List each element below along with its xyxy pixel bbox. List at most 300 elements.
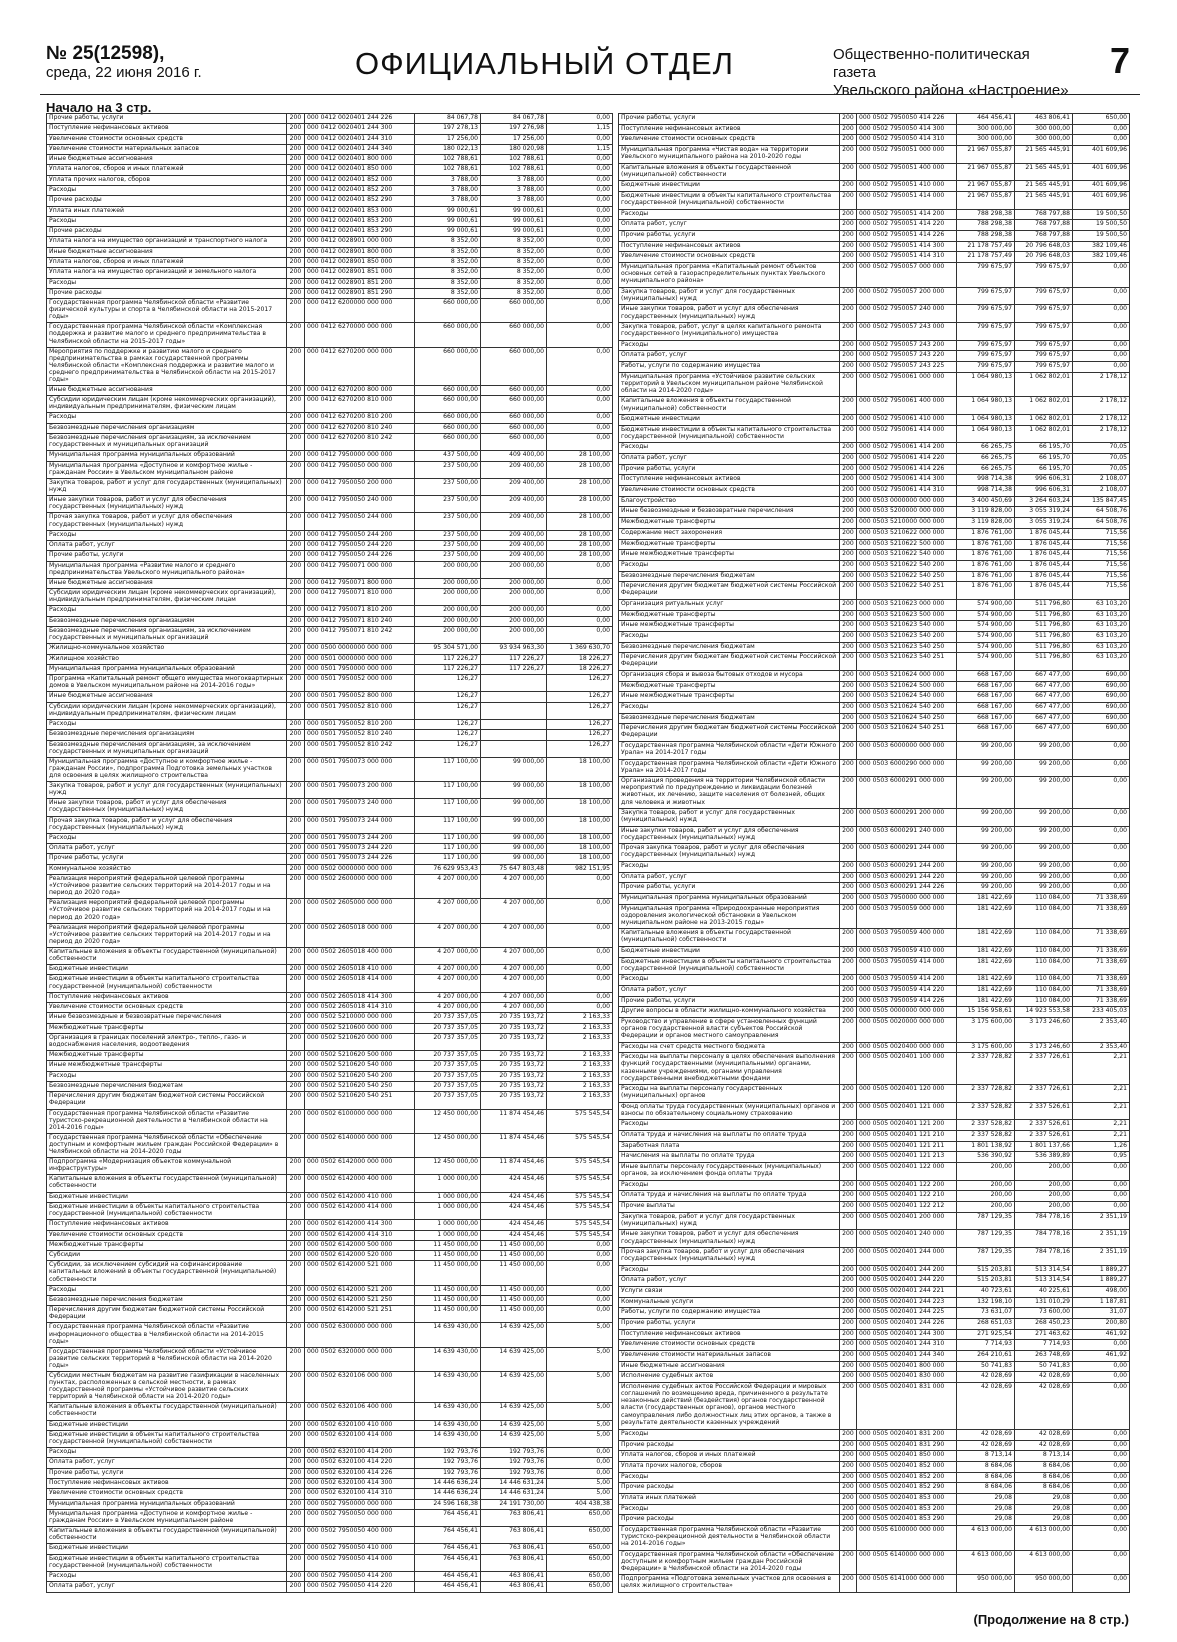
row-name: Уплата прочих налогов, сборов [619, 1461, 840, 1472]
row-kbk: 000 0503 5210623 540 200 [857, 631, 957, 642]
row-name: Оплата работ, услуг [619, 454, 840, 465]
row-executed: 660 000,00 [481, 299, 547, 323]
row-executed: 200,00 [1015, 1163, 1073, 1181]
row-name: Подпрограмма «Подготовка земельных участков для освоения в целях жилищного строительства» [619, 1575, 840, 1593]
row-unexecuted: 2 351,19 [1073, 1212, 1130, 1230]
row-code: 200 [287, 1023, 305, 1033]
row-name: Государственная программа Челябинской области «Устойчивое развитие сельских территорий в Челябинской области на 2014-2020 годы» [47, 1347, 287, 1371]
row-executed: 73 600,00 [1015, 1308, 1073, 1319]
table-row [619, 642, 1130, 653]
row-name: Безвозмездные перечисления организациям, за исключением государственных и муниципальных организаций [47, 626, 287, 643]
row-unexecuted: 0,00 [547, 434, 613, 451]
row-unexecuted: 28 100,00 [547, 461, 613, 478]
table-row [619, 1308, 1130, 1319]
row-approved: 4 613 000,00 [957, 1525, 1015, 1550]
row-executed: 763 806,41 [481, 1527, 547, 1544]
row-approved: 132 198,10 [957, 1297, 1015, 1308]
row-code: 200 [840, 883, 857, 894]
row-code: 200 [287, 478, 305, 495]
row-code: 200 [840, 1131, 857, 1142]
row-kbk: 000 0501 7950073 000 000 [305, 757, 415, 781]
row-executed: 17 256,00 [481, 134, 547, 144]
row-unexecuted: 650,00 [547, 1554, 613, 1571]
row-unexecuted: 28 100,00 [547, 513, 613, 530]
row-unexecuted: 0,00 [547, 413, 613, 423]
row-code: 200 [287, 947, 305, 964]
row-name: Безвозмездные перечисления организациям, за исключением государственных и муниципальных организаций [47, 740, 287, 757]
row-code: 200 [840, 1202, 857, 1213]
row-approved: 2 337 528,82 [957, 1131, 1015, 1142]
row-name: Прочие расходы [47, 196, 287, 206]
table-row [619, 397, 1130, 415]
row-kbk: 000 0505 6100000 000 000 [857, 1525, 957, 1550]
row-executed: 660 000,00 [481, 423, 547, 433]
row-name: Жилищное хозяйство [47, 654, 287, 664]
row-code: 200 [840, 1230, 857, 1248]
row-approved: 788 298,38 [957, 220, 1015, 231]
row-code: 200 [840, 893, 857, 904]
row-approved: 668 167,00 [957, 692, 1015, 703]
row-kbk: 000 0502 7950061 400 000 [857, 397, 957, 415]
table-row [47, 216, 613, 226]
row-approved: 660 000,00 [415, 299, 481, 323]
row-unexecuted: 63 103,20 [1073, 610, 1130, 621]
row-executed: 511 796,80 [1015, 599, 1073, 610]
row-code: 200 [840, 1515, 857, 1526]
row-name: Расходы [47, 1571, 287, 1581]
row-name: Расходы [47, 216, 287, 226]
row-unexecuted: 0,00 [1073, 844, 1130, 862]
table-row [619, 1131, 1130, 1142]
row-code: 200 [287, 1109, 305, 1133]
row-approved: 42 028,69 [957, 1383, 1015, 1430]
row-code: 200 [840, 653, 857, 671]
row-kbk: 000 0412 7950071 810 240 [305, 616, 415, 626]
table-row [619, 724, 1130, 742]
row-approved: 1 876 761,00 [957, 539, 1015, 550]
row-approved: 8 352,00 [415, 237, 481, 247]
row-approved: 14 639 430,00 [415, 1430, 481, 1447]
row-name: Иные межбюджетные трансферты [619, 692, 840, 703]
row-name: Прочие работы, услуги [47, 1468, 287, 1478]
row-approved: 4 207 000,00 [415, 975, 481, 992]
row-kbk: 000 0502 2605018 400 000 [305, 947, 415, 964]
row-approved: 40 723,61 [957, 1287, 1015, 1298]
table-row [47, 237, 613, 247]
row-name: Государственная программа Челябинской области «Развитие туристско-рекреационной деятельности в Челябинской области на 2014-2016 годы» [619, 1525, 840, 1550]
row-unexecuted: 2 163,33 [547, 1033, 613, 1050]
table-row [619, 1493, 1130, 1504]
table-row [47, 1071, 613, 1081]
row-name: Прочая закупка товаров, работ и услуг для обеспечения государственных (муниципальных) нужд [47, 513, 287, 530]
row-unexecuted: 0,00 [547, 561, 613, 578]
row-kbk: 000 0502 2600000 000 000 [305, 875, 415, 899]
row-approved: 14 639 430,00 [415, 1323, 481, 1347]
row-approved: 1 876 761,00 [957, 582, 1015, 600]
row-approved: 237 500,00 [415, 530, 481, 540]
row-code: 200 [840, 571, 857, 582]
table-row [619, 1340, 1130, 1351]
table-row [47, 1202, 613, 1219]
row-approved: 17 256,00 [415, 134, 481, 144]
row-approved: 788 298,38 [957, 209, 1015, 220]
row-executed: 14 446 631,24 [481, 1489, 547, 1499]
row-name: Прочие работы, услуги [619, 114, 840, 125]
row-unexecuted: 690,00 [1073, 724, 1130, 742]
table-row [47, 675, 613, 692]
row-executed: 1 876 045,44 [1015, 582, 1073, 600]
row-approved: 574 900,00 [957, 631, 1015, 642]
row-executed: 102 788,61 [481, 165, 547, 175]
row-executed: 784 778,16 [1015, 1248, 1073, 1266]
row-name: Бюджетные инвестиции в объекты капитального строительства государственной (муниципальной) собственности [47, 1430, 287, 1447]
row-kbk: 000 0502 2605018 410 000 [305, 965, 415, 975]
table-row [47, 385, 613, 395]
row-kbk: 000 0503 5210624 000 000 [857, 670, 957, 681]
row-executed: 99 000,61 [481, 227, 547, 237]
row-name: Иные закупки товаров, работ и услуг для обеспечения государственных (муниципальных) нужд [619, 1230, 840, 1248]
table-row [619, 415, 1130, 426]
row-code: 200 [287, 1251, 305, 1261]
row-approved: 799 675,97 [957, 287, 1015, 305]
table-row [47, 799, 613, 816]
row-executed: 11 450 000,00 [481, 1295, 547, 1305]
row-code: 200 [287, 1372, 305, 1403]
row-code: 200 [287, 1013, 305, 1023]
row-name: Поступление нефинансовых активов [47, 1479, 287, 1489]
row-name: Прочие работы, услуги [619, 464, 840, 475]
table-row [619, 1525, 1130, 1550]
row-code: 200 [287, 1071, 305, 1081]
row-approved: 14 639 430,00 [415, 1372, 481, 1403]
row-executed: 42 028,69 [1015, 1429, 1073, 1440]
row-unexecuted: 0,00 [547, 114, 613, 124]
row-code: 200 [287, 551, 305, 561]
row-executed: 3 173 246,60 [1015, 1018, 1073, 1043]
table-row [619, 946, 1130, 957]
row-name: Расходы [47, 278, 287, 288]
table-row [619, 1141, 1130, 1152]
row-unexecuted: 19 500,50 [1073, 220, 1130, 231]
row-name: Перечисления другим бюджетам бюджетной системы Российской Федерации [619, 653, 840, 671]
row-code: 200 [287, 1033, 305, 1050]
row-unexecuted: 715,56 [1073, 528, 1130, 539]
row-code: 200 [287, 589, 305, 606]
row-code: 200 [287, 1448, 305, 1458]
row-approved: 464 456,41 [415, 1582, 481, 1592]
row-kbk: 000 0412 6270200 810 200 [305, 413, 415, 423]
row-kbk: 000 0502 7950057 243 000 [857, 323, 957, 341]
row-executed: 667 477,00 [1015, 670, 1073, 681]
row-unexecuted: 0,00 [547, 323, 613, 347]
table-row [619, 582, 1130, 600]
table-row [47, 530, 613, 540]
table-row [47, 844, 613, 854]
row-code: 200 [840, 808, 857, 826]
table-row [47, 278, 613, 288]
row-unexecuted: 0,00 [547, 134, 613, 144]
row-kbk: 000 0502 7950061 414 310 [857, 486, 957, 497]
row-approved: 1 876 761,00 [957, 528, 1015, 539]
row-executed: 409 400,00 [481, 451, 547, 461]
row-unexecuted: 0,00 [1073, 263, 1130, 288]
row-name: Закупка товаров, работ и услуг для государственных (муниципальных) нужд [619, 808, 840, 826]
row-unexecuted: 690,00 [1073, 692, 1130, 703]
row-kbk: 000 0412 0020401 244 310 [305, 134, 415, 144]
row-code: 200 [840, 1102, 857, 1120]
row-unexecuted: 650,00 [547, 1527, 613, 1544]
row-code: 200 [840, 323, 857, 341]
row-kbk: 000 0505 0020401 830 000 [857, 1372, 957, 1383]
table-row [47, 1158, 613, 1175]
row-name: Поступление нефинансовых активов [47, 992, 287, 1002]
row-kbk: 000 0505 0020401 121 200 [857, 1120, 957, 1131]
row-approved: 271 925,54 [957, 1329, 1015, 1340]
row-kbk: 000 0505 0020401 244 310 [857, 1340, 957, 1351]
row-unexecuted: 650,00 [547, 1571, 613, 1581]
row-code: 200 [287, 1240, 305, 1250]
row-unexecuted: 126,27 [547, 702, 613, 719]
row-executed: 513 314,54 [1015, 1276, 1073, 1287]
row-kbk: 000 0502 7950050 414 000 [305, 1554, 415, 1571]
row-name: Расходы [619, 861, 840, 872]
row-approved: 99 200,00 [957, 826, 1015, 844]
row-unexecuted: 404 438,38 [547, 1499, 613, 1509]
row-unexecuted: 2 163,33 [547, 1061, 613, 1071]
table-row [47, 1261, 613, 1285]
row-name: Субсидии юридическим лицам (кроме некоммерческих организаций), индивидуальным предпринимателям, физическим лицам [47, 702, 287, 719]
row-code: 200 [840, 1248, 857, 1266]
row-unexecuted: 0,00 [547, 185, 613, 195]
row-approved: 50 741,83 [957, 1361, 1015, 1372]
row-executed: 784 778,16 [1015, 1230, 1073, 1248]
row-executed: 99 000,00 [481, 799, 547, 816]
table-row [47, 257, 613, 267]
row-kbk: 000 0502 7950061 414 200 [857, 443, 957, 454]
row-code: 200 [287, 541, 305, 551]
row-approved: 99 200,00 [957, 883, 1015, 894]
table-row [47, 185, 613, 195]
row-executed: 463 806,41 [481, 1582, 547, 1592]
row-executed: 209 400,00 [481, 496, 547, 513]
table-row [47, 965, 613, 975]
row-approved: 3 788,00 [415, 196, 481, 206]
row-approved: 181 422,69 [957, 904, 1015, 929]
table-row [47, 1306, 613, 1323]
row-approved: 668 167,00 [957, 724, 1015, 742]
row-executed [481, 692, 547, 702]
left-column [46, 113, 612, 1608]
row-code: 200 [287, 496, 305, 513]
table-row [619, 957, 1130, 975]
row-executed: 21 565 445,91 [1015, 163, 1073, 181]
row-code: 200 [287, 530, 305, 540]
row-code: 200 [840, 454, 857, 465]
row-executed: 1 062 802,01 [1015, 425, 1073, 443]
row-name: Государственная программа Челябинской области «Обеспечение доступным и комфортным жильем граждан Российской Федерации» в Челябинской области на 2014-2020 годы [47, 1133, 287, 1157]
row-kbk: 000 0412 7950050 240 000 [305, 496, 415, 513]
row-executed: 99 000,61 [481, 206, 547, 216]
row-kbk: 000 0503 5210624 500 000 [857, 681, 957, 692]
row-kbk: 000 0502 7950051 414 226 [857, 231, 957, 242]
row-code: 200 [287, 965, 305, 975]
row-approved: 126,27 [415, 702, 481, 719]
table-row [47, 606, 613, 616]
row-approved: 1 876 761,00 [957, 571, 1015, 582]
row-unexecuted: 0,00 [547, 247, 613, 257]
row-unexecuted: 0,00 [1073, 1483, 1130, 1494]
row-name: Межбюджетные трансферты [619, 539, 840, 550]
row-kbk: 000 0503 5210623 540 250 [857, 642, 957, 653]
row-name: Муниципальная программа муниципальных образований [47, 451, 287, 461]
row-code: 200 [840, 1297, 857, 1308]
row-code: 200 [287, 1554, 305, 1571]
table-row [47, 1295, 613, 1305]
table-row [619, 861, 1130, 872]
row-unexecuted: 0,00 [547, 227, 613, 237]
row-executed: 14 923 553,58 [1015, 1007, 1073, 1018]
row-code: 200 [287, 578, 305, 588]
right-column [618, 113, 1129, 1608]
row-unexecuted: 18 100,00 [547, 833, 613, 843]
row-executed: 200,00 [1015, 1180, 1073, 1191]
table-row [619, 539, 1130, 550]
row-unexecuted: 0,00 [547, 1458, 613, 1468]
row-executed [481, 730, 547, 740]
row-kbk: 000 0502 7950057 243 225 [857, 362, 957, 373]
row-code: 200 [287, 423, 305, 433]
row-kbk: 000 0502 6142000 521 251 [305, 1306, 415, 1323]
row-executed: 93 934 963,30 [481, 644, 547, 654]
row-name: Прочие расходы [619, 1515, 840, 1526]
table-row [47, 1458, 613, 1468]
row-name: Иные закупки товаров, работ и услуг для обеспечения государственных (муниципальных) нужд [47, 496, 287, 513]
row-kbk: 000 0505 0000000 000 000 [857, 1007, 957, 1018]
row-executed: 4 207 000,00 [481, 992, 547, 1002]
row-approved: 237 500,00 [415, 513, 481, 530]
row-executed: 4 207 000,00 [481, 947, 547, 964]
row-kbk: 000 0412 6270200 810 242 [305, 434, 415, 451]
row-approved: 181 422,69 [957, 957, 1015, 975]
row-executed: 131 010,29 [1015, 1297, 1073, 1308]
row-code: 200 [840, 713, 857, 724]
table-row [47, 1051, 613, 1061]
row-name: Реализация мероприятий федеральной целевой программы «Устойчивое развитие сельских территорий на 2014-2017 годы и на период до 2020 года» [47, 923, 287, 947]
row-code: 200 [840, 1525, 857, 1550]
row-executed: 20 735 193,72 [481, 1051, 547, 1061]
row-kbk: 000 0502 7950061 414 226 [857, 464, 957, 475]
row-kbk: 000 0503 6000291 244 226 [857, 883, 957, 894]
row-unexecuted: 2 108,07 [1073, 486, 1130, 497]
table-row [619, 844, 1130, 862]
row-unexecuted: 0,00 [1073, 135, 1130, 146]
row-name: Прочие работы, услуги [47, 551, 287, 561]
row-name: Безвозмездные перечисления организациям [47, 730, 287, 740]
row-code: 200 [840, 1383, 857, 1430]
row-kbk: 000 0505 0020401 850 000 [857, 1451, 957, 1462]
row-approved: 200,00 [957, 1180, 1015, 1191]
row-code: 200 [287, 1192, 305, 1202]
row-executed: 3 055 319,24 [1015, 507, 1073, 518]
row-kbk: 000 0505 0020401 831 200 [857, 1429, 957, 1440]
row-name: Перечисления другим бюджетам бюджетной системы Российской Федерации [619, 582, 840, 600]
row-kbk: 000 0412 7950050 200 000 [305, 478, 415, 495]
row-approved: 14 446 636,24 [415, 1489, 481, 1499]
row-executed: 99 000,00 [481, 854, 547, 864]
row-approved: 799 675,97 [957, 340, 1015, 351]
row-executed: 7 714,93 [1015, 1340, 1073, 1351]
row-code: 200 [840, 642, 857, 653]
row-code: 200 [840, 518, 857, 529]
row-kbk: 000 0502 7950057 243 220 [857, 351, 957, 362]
row-executed: 200 000,00 [481, 578, 547, 588]
paper-name-line2: Увельского района «Настроение» [833, 82, 1069, 99]
row-unexecuted: 650,00 [1073, 114, 1130, 125]
table-row [619, 560, 1130, 571]
row-kbk: 000 0502 7950050 414 300 [857, 124, 957, 135]
row-kbk: 000 0412 0020401 852 290 [305, 196, 415, 206]
row-kbk: 000 0412 0020401 244 300 [305, 124, 415, 134]
row-approved: 787 129,35 [957, 1230, 1015, 1248]
table-row [619, 1120, 1130, 1131]
row-approved: 574 900,00 [957, 599, 1015, 610]
row-approved: 20 737 357,05 [415, 1061, 481, 1071]
row-executed: 8 352,00 [481, 268, 547, 278]
table-row [619, 1319, 1130, 1330]
row-name: Организация ритуальных услуг [619, 599, 840, 610]
row-executed: 14 446 631,24 [481, 1479, 547, 1489]
row-approved: 181 422,69 [957, 986, 1015, 997]
row-kbk: 000 0505 6140000 000 000 [857, 1550, 957, 1575]
row-name: Капитальные вложения в объекты государственной (муниципальной) собственности [47, 1175, 287, 1192]
row-code: 200 [287, 1061, 305, 1071]
row-unexecuted: 18 100,00 [547, 799, 613, 816]
row-name: Иные межбюджетные трансферты [47, 1061, 287, 1071]
row-approved: 2 337 528,82 [957, 1102, 1015, 1120]
row-name: Оплата работ, услуг [619, 220, 840, 231]
row-unexecuted: 71 338,69 [1073, 957, 1130, 975]
row-name: Муниципальная программа «Доступное и комфортное жилье - гражданам России», подпрограмма Подготовка земельных участков для освоения в целях жилищного строительства [47, 757, 287, 781]
row-unexecuted: 0,00 [1073, 1340, 1130, 1351]
table-row [47, 1499, 613, 1509]
row-code: 200 [840, 702, 857, 713]
row-name: Расходы [47, 1448, 287, 1458]
row-approved: 99 200,00 [957, 808, 1015, 826]
row-code: 200 [287, 1499, 305, 1509]
row-unexecuted: 63 103,20 [1073, 621, 1130, 632]
row-unexecuted: 461,92 [1073, 1351, 1130, 1362]
row-name: Расходы [619, 1429, 840, 1440]
row-code: 200 [840, 741, 857, 759]
row-kbk: 000 0412 6270200 810 000 [305, 396, 415, 413]
row-name: Работы, услуги по содержанию имущества [619, 362, 840, 373]
row-executed: 799 675,97 [1015, 305, 1073, 323]
row-unexecuted: 71 338,69 [1073, 975, 1130, 986]
row-name: Перечисления другим бюджетам бюджетной системы Российской Федерации [619, 724, 840, 742]
row-code: 200 [287, 216, 305, 226]
row-approved: 2 337 728,82 [957, 1085, 1015, 1103]
row-unexecuted: 2 163,33 [547, 1081, 613, 1091]
table-row [619, 777, 1130, 809]
row-kbk: 000 0502 5210600 000 000 [305, 1023, 415, 1033]
row-name: Содержание мест захоронения [619, 528, 840, 539]
row-approved: 515 203,81 [957, 1265, 1015, 1276]
table-row [47, 114, 613, 124]
paper-name [833, 46, 1073, 100]
row-unexecuted: 0,00 [1073, 1429, 1130, 1440]
row-approved: 998 714,38 [957, 475, 1015, 486]
table-row [47, 923, 613, 947]
